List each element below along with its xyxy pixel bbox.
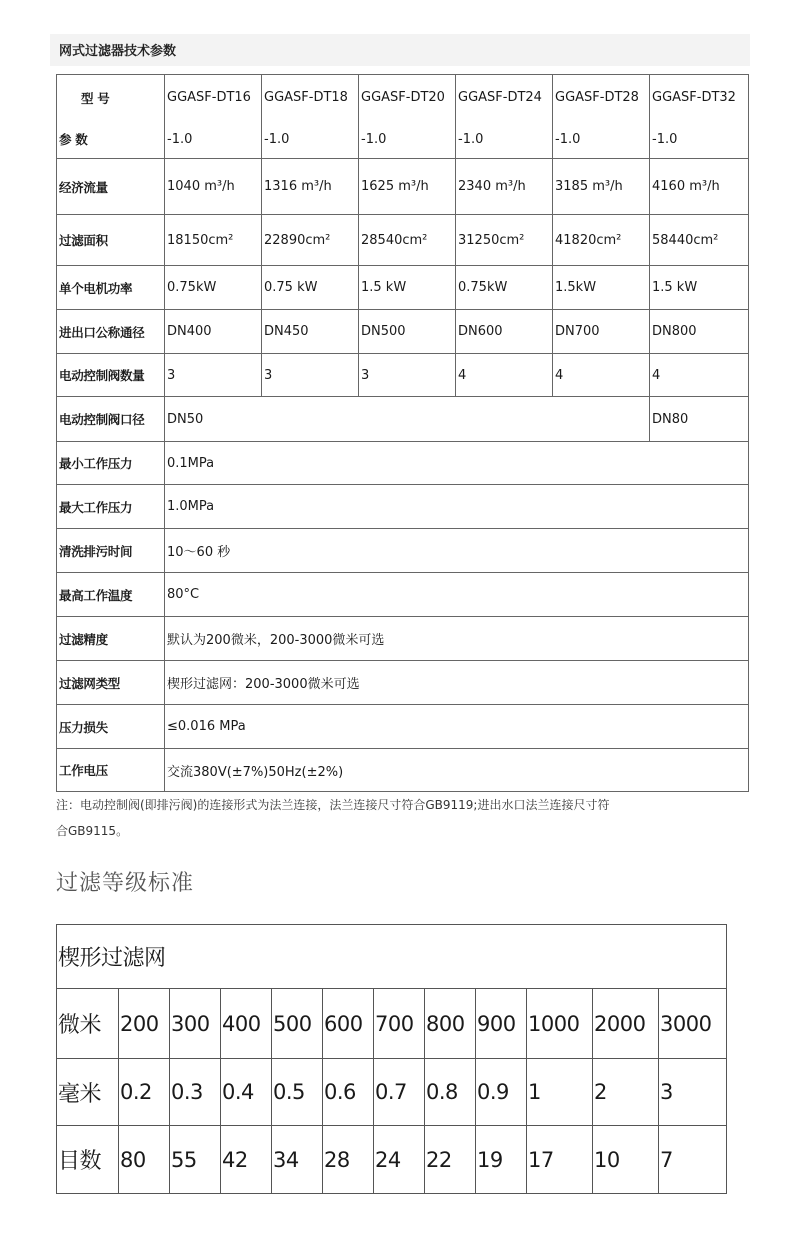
dn-value: DN450 — [262, 310, 359, 354]
mesh-type-value: 楔形过滤网：200-3000微米可选 — [165, 661, 749, 705]
area-unit: cm² — [499, 232, 525, 248]
flow-cell — [262, 159, 359, 215]
area-unit: cm² — [693, 232, 719, 248]
flow-unit: m³/h — [588, 179, 623, 194]
valve-count-value: 4 — [650, 354, 749, 397]
flow-cell — [165, 159, 262, 215]
model-name: GGASF-DT32 — [650, 75, 749, 121]
label-max-pressure: 最大工作压力 — [57, 485, 165, 529]
spec-row-valve-dn — [57, 397, 749, 442]
model-name: GGASF-DT24 — [456, 75, 553, 121]
area-unit: cm² — [208, 232, 234, 248]
area-unit: cm² — [402, 232, 428, 248]
grade-cell: 0.5 — [272, 1059, 323, 1126]
area-value: 22890 — [264, 232, 306, 248]
grade-cell: 400 — [221, 989, 272, 1059]
model-name: GGASF-DT28 — [553, 75, 650, 121]
valve-count-value: 4 — [553, 354, 650, 397]
grade-cell: 0.2 — [119, 1059, 170, 1126]
flow-unit: m³/h — [491, 179, 526, 194]
area-value: 41820 — [555, 232, 597, 248]
flow-unit: m³/h — [200, 179, 235, 194]
area-value: 28540 — [361, 232, 403, 248]
grade-row-label: 毫米 — [57, 1059, 119, 1126]
doc-title-bar — [50, 34, 750, 66]
label-pressure-loss: 压力损失 — [57, 705, 165, 749]
flow-value: 2340 — [458, 179, 492, 194]
area-cell — [359, 215, 456, 266]
grade-cell: 34 — [272, 1126, 323, 1194]
grade-cell: 0.6 — [323, 1059, 374, 1126]
grade-cell: 200 — [119, 989, 170, 1059]
grade-cell: 24 — [374, 1126, 425, 1194]
power-value: 1.5kW — [553, 266, 650, 310]
valve-dn-value: DN80 — [650, 397, 749, 442]
area-value: 58440 — [652, 232, 694, 248]
grade-cell: 2 — [593, 1059, 659, 1126]
flow-cell — [650, 159, 749, 215]
spec-row-area — [57, 215, 749, 266]
grade-row-mm — [57, 1059, 727, 1126]
spec-row-precision — [57, 617, 749, 661]
spec-row-param — [57, 121, 749, 159]
label-clean-time: 清洗排污时间 — [57, 529, 165, 573]
valve-count-value: 3 — [165, 354, 262, 397]
grade-cell: 500 — [272, 989, 323, 1059]
flow-value: 1625 — [361, 179, 395, 194]
spec-row-max-temp — [57, 573, 749, 617]
flow-unit: m³/h — [297, 179, 332, 194]
grade-cell: 55 — [170, 1126, 221, 1194]
max-temp-value: 80°C — [165, 573, 749, 617]
note-line: 注：电动控制阀(即排污阀)的连接形式为法兰连接，法兰连接尺寸符合GB9119;进出水口法兰连接尺寸符 — [56, 798, 610, 812]
grade-row-micron — [57, 989, 727, 1059]
grade-cell: 0.7 — [374, 1059, 425, 1126]
valve-dn-value: DN50 — [165, 397, 650, 442]
grade-cell: 700 — [374, 989, 425, 1059]
spec-row-dn — [57, 310, 749, 354]
spec-row-model — [57, 75, 749, 121]
grade-row-label: 微米 — [57, 989, 119, 1059]
grade-cell: 28 — [323, 1126, 374, 1194]
model-name: GGASF-DT18 — [262, 75, 359, 121]
grade-cell: 0.8 — [425, 1059, 476, 1126]
grade-cell: 80 — [119, 1126, 170, 1194]
grade-table — [56, 924, 727, 1194]
dn-value: DN700 — [553, 310, 650, 354]
valve-count-value: 4 — [456, 354, 553, 397]
flow-cell — [553, 159, 650, 215]
grade-heading: 过滤等级标准 — [56, 871, 195, 896]
label-voltage: 工作电压 — [57, 749, 165, 792]
grade-cell: 1 — [527, 1059, 593, 1126]
grade-cell: 800 — [425, 989, 476, 1059]
valve-count-value: 3 — [262, 354, 359, 397]
spec-row-min-pressure — [57, 442, 749, 485]
grade-cell: 0.3 — [170, 1059, 221, 1126]
label-flow: 经济流量 — [57, 159, 165, 215]
label-mesh-type: 过滤网类型 — [57, 661, 165, 705]
voltage-value: 交流380V(±7%)50Hz(±2%) — [165, 749, 749, 792]
model-suffix: -1.0 — [359, 121, 456, 159]
model-name: GGASF-DT16 — [165, 75, 262, 121]
grade-row-label: 目数 — [57, 1126, 119, 1194]
grade-cell: 2000 — [593, 989, 659, 1059]
label-precision: 过滤精度 — [57, 617, 165, 661]
label-dn: 进出口公称通径 — [57, 310, 165, 354]
model-suffix: -1.0 — [456, 121, 553, 159]
spec-row-valve-count — [57, 354, 749, 397]
grade-cell: 0.4 — [221, 1059, 272, 1126]
grade-row-mesh — [57, 1126, 727, 1194]
label-min-pressure: 最小工作压力 — [57, 442, 165, 485]
area-cell — [650, 215, 749, 266]
label-power: 单个电机功率 — [57, 266, 165, 310]
label-param: 参 数 — [57, 121, 165, 159]
label-max-temp: 最高工作温度 — [57, 573, 165, 617]
dn-value: DN500 — [359, 310, 456, 354]
grade-cell: 10 — [593, 1126, 659, 1194]
flow-cell — [359, 159, 456, 215]
area-unit: cm² — [305, 232, 331, 248]
model-name: GGASF-DT20 — [359, 75, 456, 121]
grade-cell: 17 — [527, 1126, 593, 1194]
power-value: 1.5 kW — [650, 266, 749, 310]
spec-table — [56, 74, 749, 792]
power-value: 0.75kW — [165, 266, 262, 310]
area-cell — [553, 215, 650, 266]
spec-row-mesh-type — [57, 661, 749, 705]
label-valve-count: 电动控制阀数量 — [57, 354, 165, 397]
grade-table-title: 楔形过滤网 — [57, 925, 727, 989]
flow-value: 1316 — [264, 179, 298, 194]
grade-cell: 0.9 — [476, 1059, 527, 1126]
label-area: 过滤面积 — [57, 215, 165, 266]
area-cell — [456, 215, 553, 266]
grade-title-row — [57, 925, 727, 989]
area-value: 31250 — [458, 232, 500, 248]
grade-cell: 3 — [659, 1059, 727, 1126]
grade-cell: 7 — [659, 1126, 727, 1194]
flow-cell — [456, 159, 553, 215]
flow-unit: m³/h — [394, 179, 429, 194]
area-cell — [165, 215, 262, 266]
grade-cell: 42 — [221, 1126, 272, 1194]
precision-value: 默认为200微米，200-3000微米可选 — [165, 617, 749, 661]
pressure-loss-value: ≤0.016 MPa — [165, 705, 749, 749]
model-suffix: -1.0 — [262, 121, 359, 159]
power-value: 1.5 kW — [359, 266, 456, 310]
area-unit: cm² — [596, 232, 622, 248]
spec-note — [56, 792, 756, 844]
dn-value: DN600 — [456, 310, 553, 354]
label-model: 型 号 — [57, 75, 165, 121]
flow-value: 3185 — [555, 179, 589, 194]
spec-row-voltage — [57, 749, 749, 792]
flow-unit: m³/h — [685, 179, 720, 194]
model-suffix: -1.0 — [650, 121, 749, 159]
area-cell — [262, 215, 359, 266]
area-value: 18150 — [167, 232, 209, 248]
spec-row-clean-time — [57, 529, 749, 573]
dn-value: DN800 — [650, 310, 749, 354]
grade-cell: 900 — [476, 989, 527, 1059]
dn-value: DN400 — [165, 310, 262, 354]
grade-cell: 22 — [425, 1126, 476, 1194]
min-pressure-value: 0.1MPa — [165, 442, 749, 485]
max-pressure-value: 1.0MPa — [165, 485, 749, 529]
note-line: 合GB9115。 — [56, 824, 129, 838]
valve-count-value: 3 — [359, 354, 456, 397]
grade-cell: 300 — [170, 989, 221, 1059]
model-suffix: -1.0 — [165, 121, 262, 159]
flow-value: 1040 — [167, 179, 201, 194]
spec-row-max-pressure — [57, 485, 749, 529]
grade-cell: 600 — [323, 989, 374, 1059]
grade-cell: 19 — [476, 1126, 527, 1194]
grade-cell: 1000 — [527, 989, 593, 1059]
spec-row-power — [57, 266, 749, 310]
grade-cell: 3000 — [659, 989, 727, 1059]
power-value: 0.75kW — [456, 266, 553, 310]
label-valve-dn: 电动控制阀口径 — [57, 397, 165, 442]
spec-row-flow — [57, 159, 749, 215]
power-value: 0.75 kW — [262, 266, 359, 310]
flow-value: 4160 — [652, 179, 686, 194]
clean-time-value: 10～60 秒 — [165, 529, 749, 573]
spec-row-pressure-loss — [57, 705, 749, 749]
doc-title: 网式过滤器技术参数 — [59, 44, 177, 59]
model-suffix: -1.0 — [553, 121, 650, 159]
